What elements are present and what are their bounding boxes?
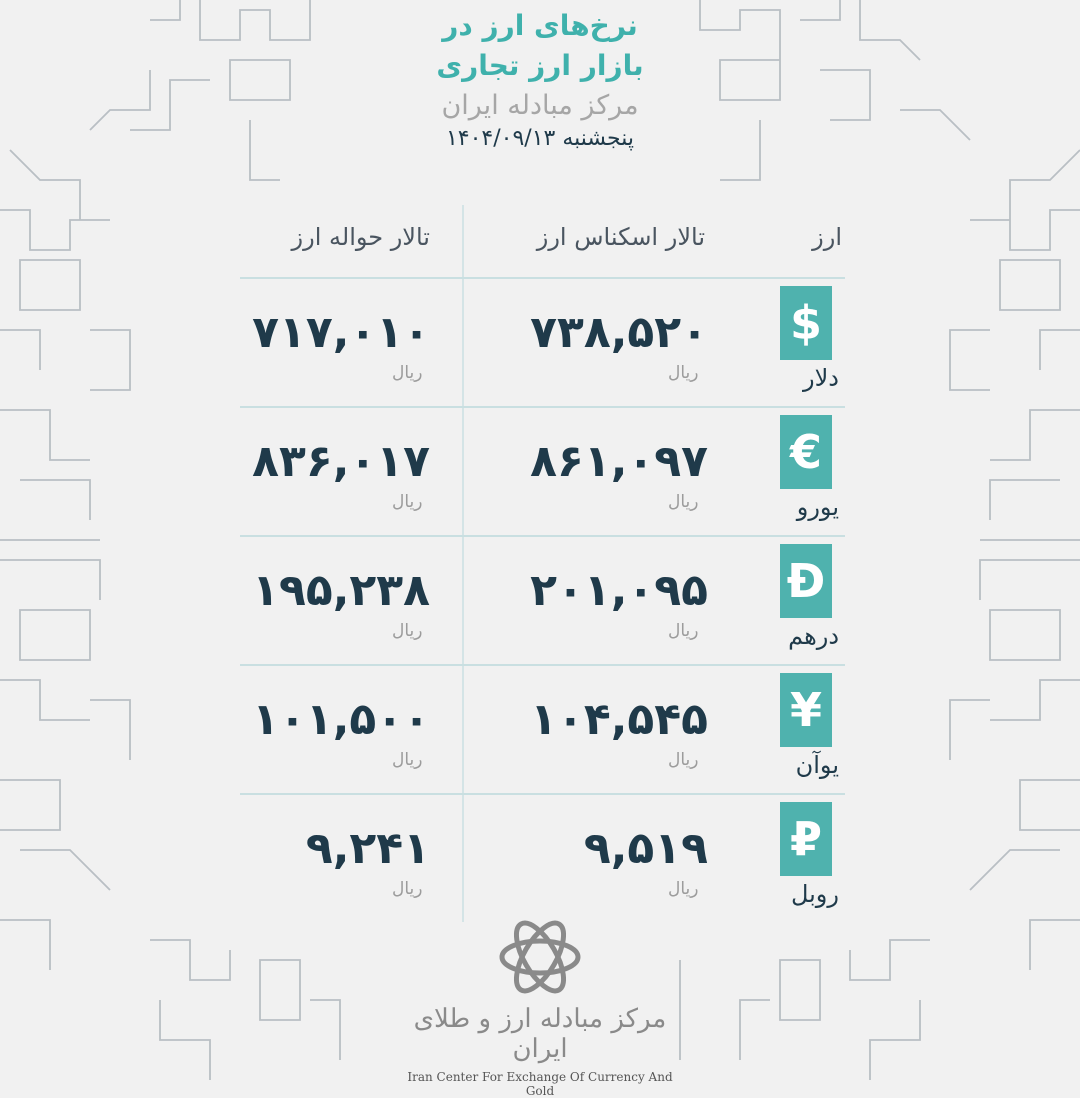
logo-icon (495, 912, 585, 1002)
transfer-rate: ۸۳۶,۰۱۷ (252, 436, 430, 487)
rates-table (240, 205, 845, 922)
euro-icon: € (780, 415, 832, 489)
title-line-1: نرخ‌های ارز در (442, 9, 638, 42)
table-row (240, 406, 845, 535)
table-row (240, 277, 845, 406)
cash-unit: ریال (668, 492, 699, 512)
currency-name: یوآن (795, 751, 839, 779)
currency-name: روبل (790, 880, 839, 908)
table-row (240, 793, 845, 922)
dirham-icon: Đ (780, 544, 832, 618)
cash-unit: ریال (668, 879, 699, 899)
currency-name: درهم (788, 622, 839, 650)
cash-unit: ریال (668, 621, 699, 641)
cash-rate: ۸۶۱,۰۹۷ (530, 436, 708, 487)
header (380, 6, 700, 154)
cash-unit: ریال (668, 363, 699, 383)
cash-rate: ۱۰۴,۵۴۵ (530, 694, 708, 745)
transfer-rate: ۹,۲۴۱ (305, 823, 430, 874)
ruble-icon: ₽ (780, 802, 832, 876)
title-line-2: بازار ارز تجاری (436, 49, 644, 82)
yuan-icon: ¥ (780, 673, 832, 747)
transfer-unit: ریال (392, 492, 423, 512)
cash-rate: ۹,۵۱۹ (583, 823, 708, 874)
currency-name: یورو (796, 493, 839, 521)
cash-rate: ۲۰۱,۰۹۵ (530, 565, 708, 616)
transfer-rate: ۱۰۱,۵۰۰ (252, 694, 430, 745)
dollar-icon: $ (780, 286, 832, 360)
transfer-unit: ریال (392, 363, 423, 383)
table-row (240, 664, 845, 793)
header-cash-hall: تالار اسکناس ارز (536, 223, 705, 251)
transfer-rate: ۱۹۵,۲۳۸ (252, 565, 430, 616)
currency-name: دلار (803, 364, 839, 392)
date: پنجشنبه ۱۴۰۴/۰۹/۱۳ (445, 126, 634, 151)
transfer-unit: ریال (392, 879, 423, 899)
transfer-rate: ۷۱۷,۰۱۰ (252, 307, 430, 358)
org-name-en: Iran Center For Exchange Of Currency And Gold (407, 1070, 673, 1098)
cash-unit: ریال (668, 750, 699, 770)
footer (400, 912, 680, 1098)
transfer-unit: ریال (392, 621, 423, 641)
table-header (240, 205, 845, 277)
table-row (240, 535, 845, 664)
header-transfer-hall: تالار حواله ارز (291, 223, 430, 251)
org-name-fa: مرکز مبادله ارز و طلای ایران (413, 1004, 667, 1064)
cash-rate: ۷۳۸,۵۲۰ (530, 307, 708, 358)
transfer-unit: ریال (392, 750, 423, 770)
header-currency: ارز (812, 223, 842, 251)
subtitle: مرکز مبادله ایران (441, 90, 639, 121)
